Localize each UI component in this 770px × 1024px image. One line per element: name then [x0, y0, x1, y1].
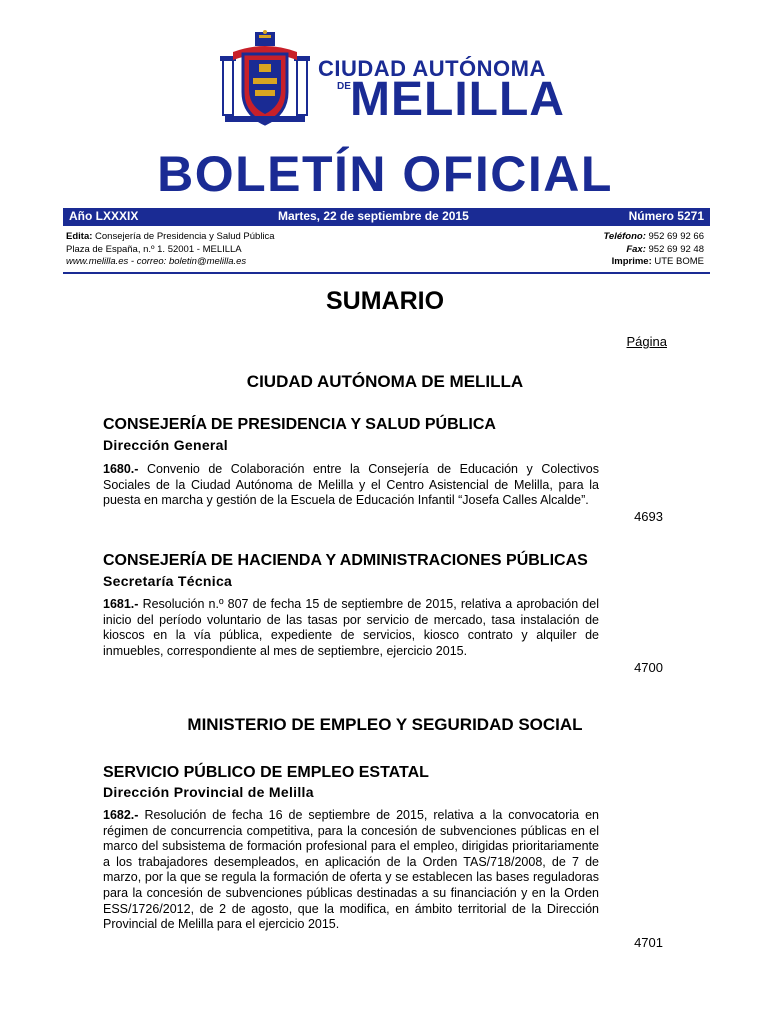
- subdepartment-name: Secretaría Técnica: [103, 573, 233, 589]
- fax-label: Fax:: [626, 243, 646, 255]
- department-name: CONSEJERÍA DE PRESIDENCIA Y SALUD PÚBLICA: [103, 416, 496, 433]
- publisher-info: [66, 231, 275, 269]
- phone-label: Teléfono:: [603, 231, 646, 242]
- issue-number: Número 5271: [628, 209, 704, 223]
- issue-year: Año LXXXIX: [69, 209, 139, 223]
- city-name-line1: CIUDAD AUTÓNOMA: [318, 56, 546, 81]
- entry-text: Resolución n.º 807 de fecha 15 de septiembre de 2015, relativa a aprobación del inicio del período voluntario de las tasas por servicio de mercado, tasa instalación de kioscos en la vía pública, expediente de servicios, kiosco contrato y alquiler de inmuebles, correspondiente al mes de septiembre, ejercicio 2015.: [103, 597, 599, 658]
- summary-entry[interactable]: [103, 808, 599, 933]
- issue-date: Martes, 22 de septiembre de 2015: [278, 209, 469, 223]
- entry-text: Resolución de fecha 16 de septiembre de 2015, relativa a la convocatoria en régimen de concurrencia competitiva, para la concesión de subvenciones públicas en el marco del subsistema de formación profesional para el empleo, dirigidas prioritariamente a los trabajadores desempleados, en aplicación de la Orden TAS/718/2008, de 7 de marzo, por la que se regula la formación de oferta y se establecen las bases reguladoras para la concesión de subvenciones públicas destinadas a su financiación y en la Orden ESS/1726/2012, de 2 de agosto, que la modifica, en ámbito territorial de la Dirección Provincial de Melilla para el ejercicio 2015.: [103, 808, 599, 932]
- entry-number: 1682.-: [103, 808, 139, 822]
- coat-of-arms-icon: [215, 30, 315, 130]
- header-divider: [63, 272, 710, 274]
- city-name-line2: MELILLA: [350, 73, 565, 126]
- page-column-label: Página: [626, 334, 667, 349]
- phone-value: 952 69 92 66: [648, 231, 704, 242]
- edita-label: Edita:: [66, 231, 93, 242]
- section-heading: CIUDAD AUTÓNOMA DE MELILLA: [246, 372, 524, 391]
- publisher-address: Plaza de España, n.º 1. 52001 - MELILLA: [66, 243, 242, 255]
- department-name: SERVICIO PÚBLICO DE EMPLEO ESTATAL: [103, 764, 429, 781]
- summary-entry[interactable]: [103, 462, 599, 509]
- summary-title: SUMARIO: [325, 287, 445, 315]
- entry-number: 1681.-: [103, 597, 139, 611]
- printer-value: UTE BOME: [654, 256, 704, 267]
- publisher-web-link[interactable]: www.melilla.es - correo: boletin@melilla.es: [66, 256, 247, 267]
- city-name-de: DE: [337, 81, 351, 92]
- info-bar: [63, 208, 710, 226]
- entry-number: 1680.-: [103, 462, 139, 476]
- entry-text: Convenio de Colaboración entre la Consejería de Educación y Colectivos Sociales de la Ciudad Autónoma de Melilla y el Centro Asistencial de Melilla, para la puesta en marcha y gestión de la Escuela de Educación Infantil “Josefa Calles Alcalde”.: [103, 462, 599, 508]
- edita-value: Consejería de Presidencia y Salud Pública: [95, 231, 275, 242]
- subdepartment-name: Dirección General: [103, 437, 228, 453]
- printer-label: Imprime:: [611, 256, 652, 267]
- entry-page-number: 4701: [634, 935, 663, 950]
- fax-value: 952 69 92 48: [648, 243, 704, 255]
- department-name: CONSEJERÍA DE HACIENDA Y ADMINISTRACIONES PÚBLICAS: [103, 552, 588, 569]
- contact-info: [603, 231, 704, 269]
- entry-page-number: 4700: [634, 660, 663, 675]
- entry-page-number: 4693: [634, 509, 663, 524]
- bulletin-title: BOLETÍN OFICIAL: [157, 146, 613, 202]
- subdepartment-name: Dirección Provincial de Melilla: [103, 784, 314, 800]
- section-heading: MINISTERIO DE EMPLEO Y SEGURIDAD SOCIAL: [187, 715, 583, 734]
- summary-entry[interactable]: [103, 597, 599, 659]
